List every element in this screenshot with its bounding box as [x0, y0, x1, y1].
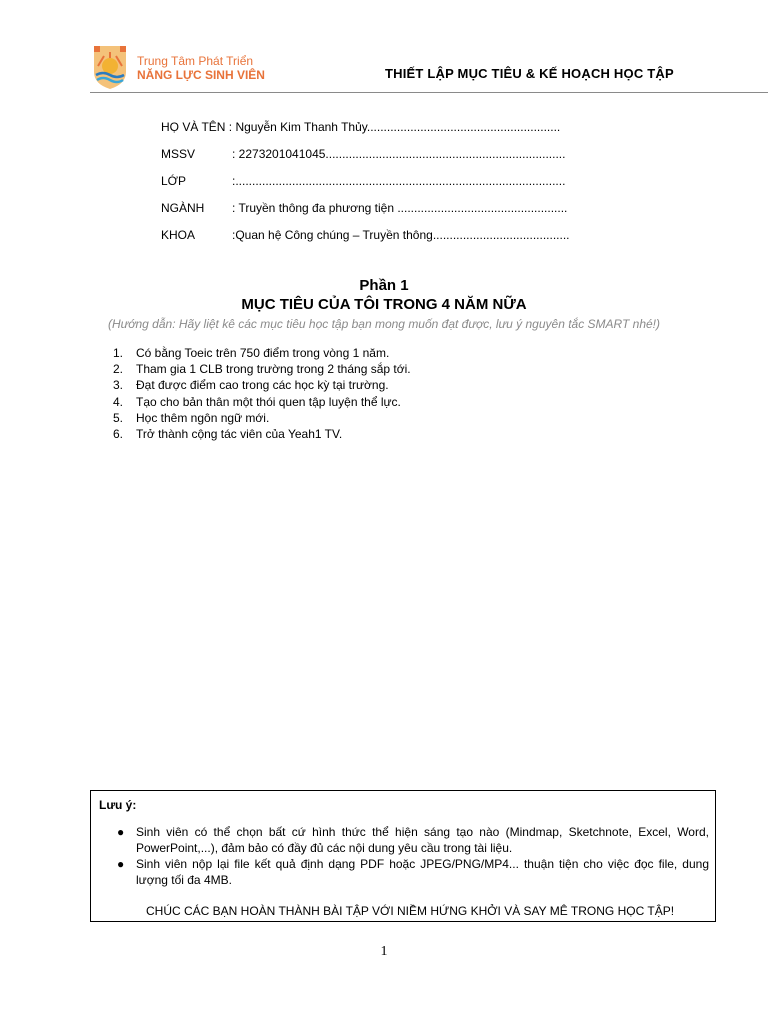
- note-item: [91, 824, 717, 856]
- info-label: KHOA: [161, 228, 196, 242]
- info-row-name: [161, 119, 591, 146]
- goal-number: 1.: [113, 346, 124, 360]
- goal-number: 6.: [113, 426, 124, 441]
- goal-number: 2.: [113, 362, 124, 377]
- note-item: [91, 856, 717, 888]
- info-value: :...................................................................................................: [232, 174, 566, 188]
- goal-text: Trở thành cộng tác viên của Yeah1 TV.: [136, 426, 343, 441]
- logo-icon: [90, 42, 130, 90]
- info-label: NGÀNH: [161, 201, 205, 215]
- bullet-icon: ●: [117, 857, 125, 871]
- info-row-mssv: [161, 146, 591, 173]
- goal-text: Học thêm ngôn ngữ mới.: [136, 410, 270, 425]
- info-label: MSSV: [161, 147, 196, 161]
- logo-line-2: NĂNG LỰC SINH VIÊN: [137, 68, 265, 82]
- info-label: LỚP: [161, 174, 186, 188]
- section-title: MỤC TIÊU CỦA TÔI TRONG 4 NĂM NỮA: [241, 296, 527, 313]
- page-header: [0, 0, 768, 96]
- goal-text: Tạo cho bản thân một thói quen tập luyện thể lực.: [136, 394, 401, 409]
- goal-text: Có bằng Toeic trên 750 điểm trong vòng 1 năm.: [136, 346, 390, 360]
- note-list: [91, 824, 717, 888]
- note-box: [90, 790, 716, 922]
- info-value: :Quan hệ Công chúng – Truyền thông.........................................: [232, 228, 570, 242]
- info-name-value: HỌ VÀ TÊN : Nguyễn Kim Thanh Thủy..........................................................: [161, 120, 561, 134]
- goal-number: 3.: [113, 378, 124, 393]
- part-label: Phần 1: [359, 277, 409, 294]
- logo-line-1: Trung Tâm Phát Triển: [137, 54, 254, 68]
- guide-text: (Hướng dẫn: Hãy liệt kê các mục tiêu học tập bạn mong muốn đạt được, lưu ý nguyên tắc SMART nhé!): [107, 317, 661, 331]
- info-row-khoa: [161, 227, 591, 254]
- document-title: THIẾT LẬP MỤC TIÊU & KẾ HOẠCH HỌC TẬP: [385, 66, 674, 81]
- note-title: Lưu ý:: [99, 798, 137, 812]
- note-item-text: Sinh viên có thể chọn bất cứ hình thức thể hiện sáng tạo nào (Mindmap, Sketchnote, Excel, Word, PowerPoint,...), đảm bảo có đầy đủ các nội dung yêu cầu trong tài liệu.: [136, 825, 709, 855]
- info-row-lop: [161, 173, 591, 200]
- goal-text: Tham gia 1 CLB trong trường trong 2 tháng sắp tới.: [136, 362, 411, 377]
- goal-text: Đạt được điểm cao trong các học kỳ tại trường.: [136, 378, 389, 393]
- logo-text: [137, 54, 265, 82]
- info-value: : 2273201041045........................................................................: [232, 147, 566, 161]
- closing-message: CHÚC CÁC BẠN HOÀN THÀNH BÀI TẬP VỚI NIỀM HỨNG KHỞI VÀ SAY MÊ TRONG HỌC TẬP!: [146, 904, 675, 918]
- info-value: : Truyền thông đa phương tiện ...................................................: [232, 201, 568, 215]
- bullet-icon: ●: [117, 825, 125, 839]
- page-number: 1: [380, 944, 388, 959]
- info-row-nganh: [161, 200, 591, 227]
- student-info: [161, 119, 591, 254]
- goal-number: 4.: [113, 394, 124, 409]
- header-divider: [90, 92, 768, 93]
- goal-number: 5.: [113, 410, 124, 425]
- note-item-text: Sinh viên nộp lại file kết quả định dạng PDF hoặc JPEG/PNG/MP4... thuận tiện cho việc đọc file, dung lượng tối đa 4MB.: [136, 857, 709, 887]
